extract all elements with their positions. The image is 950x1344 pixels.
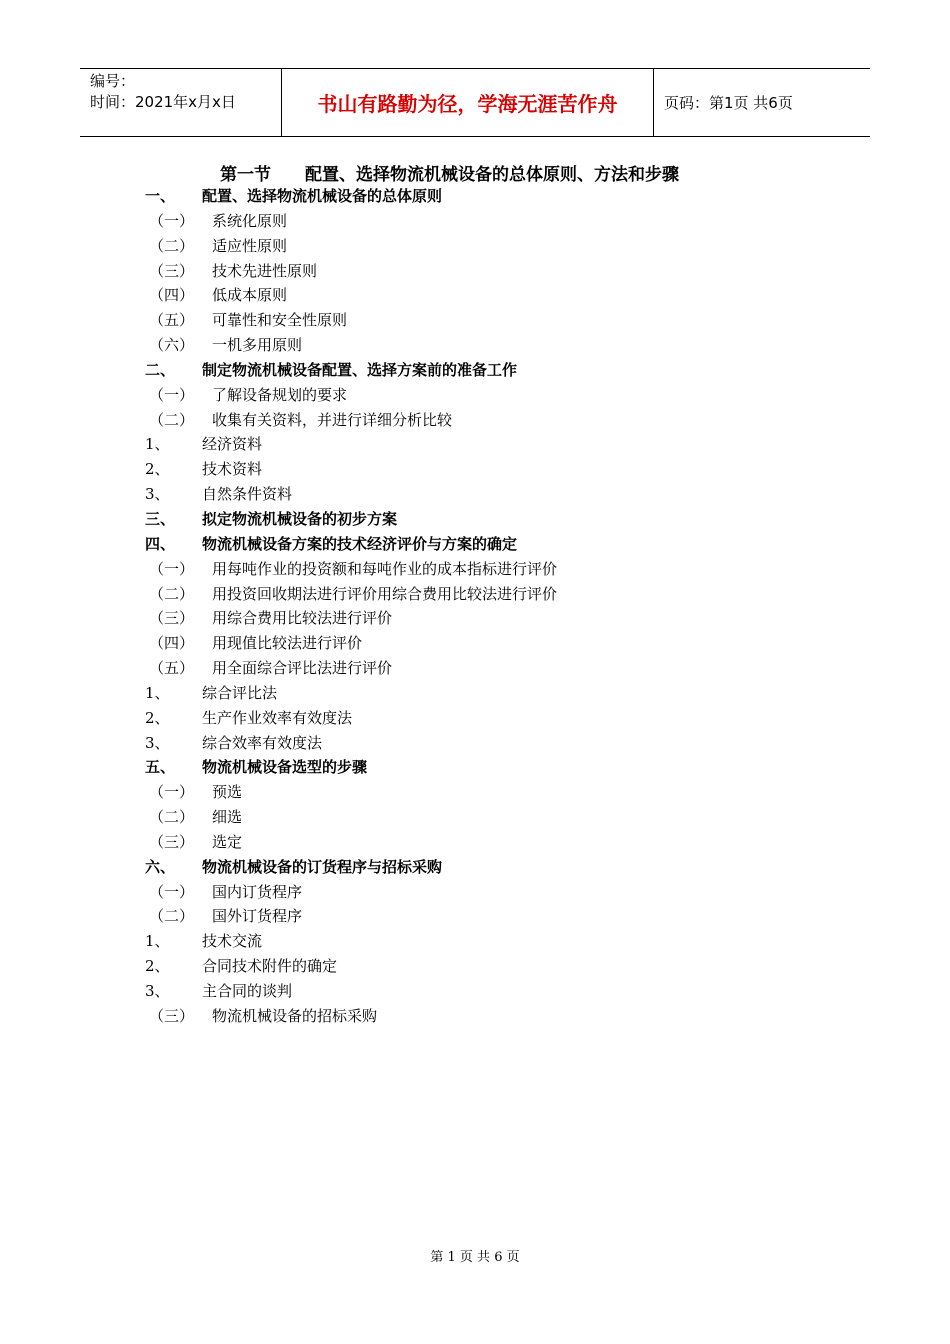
outline-item-number: 2、 [145,957,170,976]
outline-item [145,283,845,308]
outline-item [145,482,845,507]
outline-item-number: （二） [149,410,195,429]
outline-item [145,979,845,1004]
outline-item-number: （二） [149,907,195,926]
outline-item [145,259,845,284]
outline-item-number: （一） [149,559,195,578]
outline-item [145,855,845,880]
outline-item-text: 国外订货程序 [212,907,303,926]
outline-item-text: 选定 [212,832,243,851]
outline-item-text: 物流机械设备的招标采购 [212,1006,378,1025]
outline-item-number: 二、 [145,360,176,379]
outline-item-number: （一） [149,211,195,230]
outline-item-number: （三） [149,261,195,280]
outline-item [145,532,845,557]
outline-item-text: 技术资料 [202,460,263,479]
outline-item-text: 用每吨作业的投资额和每吨作业的成本指标进行评价 [212,559,558,578]
outline-item [145,681,845,706]
outline-item-text: 制定物流机械设备配置、选择方案前的准备工作 [202,360,518,379]
outline-item [145,631,845,656]
outline-item-number: （三） [149,1006,195,1025]
outline-item [145,432,845,457]
outline-item-number: （一） [149,783,195,802]
outline-item [145,954,845,979]
outline-item-text: 技术交流 [202,932,263,951]
outline-item-text: 系统化原则 [212,211,288,230]
outline-item-number: 1、 [145,435,170,454]
outline-item-text: 了解设备规划的要求 [212,385,348,404]
outline-item-text: 低成本原则 [212,286,288,305]
outline-item-text: 物流机械设备选型的步骤 [202,758,368,777]
outline-item-number: 六、 [145,857,176,876]
outline-item-number: 3、 [145,733,170,752]
outline-item-number: （五） [149,311,195,330]
outline-item-text: 预选 [212,783,243,802]
outline-item-number: 3、 [145,485,170,504]
outline-item [145,755,845,780]
outline-item-text: 综合效率有效度法 [202,733,323,752]
outline-item-number: （二） [149,584,195,603]
outline-item-number: 一、 [145,187,176,205]
outline-item [145,184,845,209]
outline-item [145,358,845,383]
outline-item-text: 经济资料 [202,435,263,454]
outline-item-number: （二） [149,236,195,255]
header-motto: 书山有路勤为径，学海无涯苦作舟 [281,69,654,136]
header-page-info: 页码：第1页 共6页 [664,94,793,112]
outline-item-number: 2、 [145,460,170,479]
outline-list [145,184,845,1029]
outline-item-number: （六） [149,336,195,355]
outline-item [145,780,845,805]
outline-item [145,209,845,234]
outline-item-number: 2、 [145,708,170,727]
outline-item [145,706,845,731]
outline-item [145,805,845,830]
outline-item [145,904,845,929]
outline-item-number: 三、 [145,509,176,528]
outline-item-text: 合同技术附件的确定 [202,957,338,976]
outline-item [145,731,845,756]
header-meta [80,69,281,136]
outline-item-text: 收集有关资料，并进行详细分析比较 [212,410,453,429]
outline-item-text: 用投资回收期法进行评价用综合费用比较法进行评价 [212,584,558,603]
outline-item [145,557,845,582]
outline-item-text: 国内订货程序 [212,882,303,901]
outline-item [145,507,845,532]
outline-item-number: 四、 [145,534,176,553]
section-number: 第一节 [220,165,271,185]
outline-item-number: （一） [149,385,195,404]
outline-item-text: 用全面综合评比法进行评价 [212,659,393,678]
outline-item [145,457,845,482]
outline-item-number: （三） [149,832,195,851]
outline-item-number: 3、 [145,982,170,1000]
outline-item-number: （一） [149,882,195,901]
outline-item-text: 物流机械设备方案的技术经济评价与方案的确定 [202,534,518,553]
outline-item [145,234,845,259]
outline-item [145,582,845,607]
page-header [80,68,870,137]
outline-item-number: 五、 [145,758,176,777]
outline-item [145,333,845,358]
outline-item-text: 主合同的谈判 [202,982,293,1000]
outline-item-number: （二） [149,808,195,827]
section-title [220,160,679,185]
outline-item-number: 1、 [145,932,170,951]
outline-item-number: （五） [149,659,195,678]
outline-item [145,830,845,855]
outline-item-text: 可靠性和安全性原则 [212,311,348,330]
page-footer: 第 1 页 共 6 页 [430,1250,520,1265]
outline-item-text: 用现值比较法进行评价 [212,634,363,653]
outline-item [145,383,845,408]
outline-item [145,656,845,681]
outline-item-text: 一机多用原则 [212,336,303,355]
number-label: 编号： [90,72,136,90]
outline-item [145,880,845,905]
outline-item-text: 配置、选择物流机械设备的总体原则 [202,187,443,205]
outline-item-text: 用综合费用比较法进行评价 [212,609,393,628]
outline-item-text: 技术先进性原则 [212,261,318,280]
outline-item-number: （三） [149,609,195,628]
outline-item-text: 拟定物流机械设备的初步方案 [202,509,398,528]
outline-item [145,929,845,954]
outline-item-text: 自然条件资料 [202,485,293,504]
outline-item-number: 1、 [145,683,170,702]
outline-item-text: 适应性原则 [212,236,288,255]
section-title-text: 配置、选择物流机械设备的总体原则、方法和步骤 [305,165,679,185]
outline-item [145,308,845,333]
date-label: 时间：2021年x月x日 [90,93,236,111]
outline-item [145,1004,845,1029]
outline-item [145,408,845,433]
outline-item-number: （四） [149,286,195,305]
outline-item-text: 细选 [212,808,243,827]
outline-item [145,606,845,631]
outline-item-number: （四） [149,634,195,653]
outline-item-text: 生产作业效率有效度法 [202,708,353,727]
outline-item-text: 物流机械设备的订货程序与招标采购 [202,857,443,876]
outline-item-text: 综合评比法 [202,683,278,702]
